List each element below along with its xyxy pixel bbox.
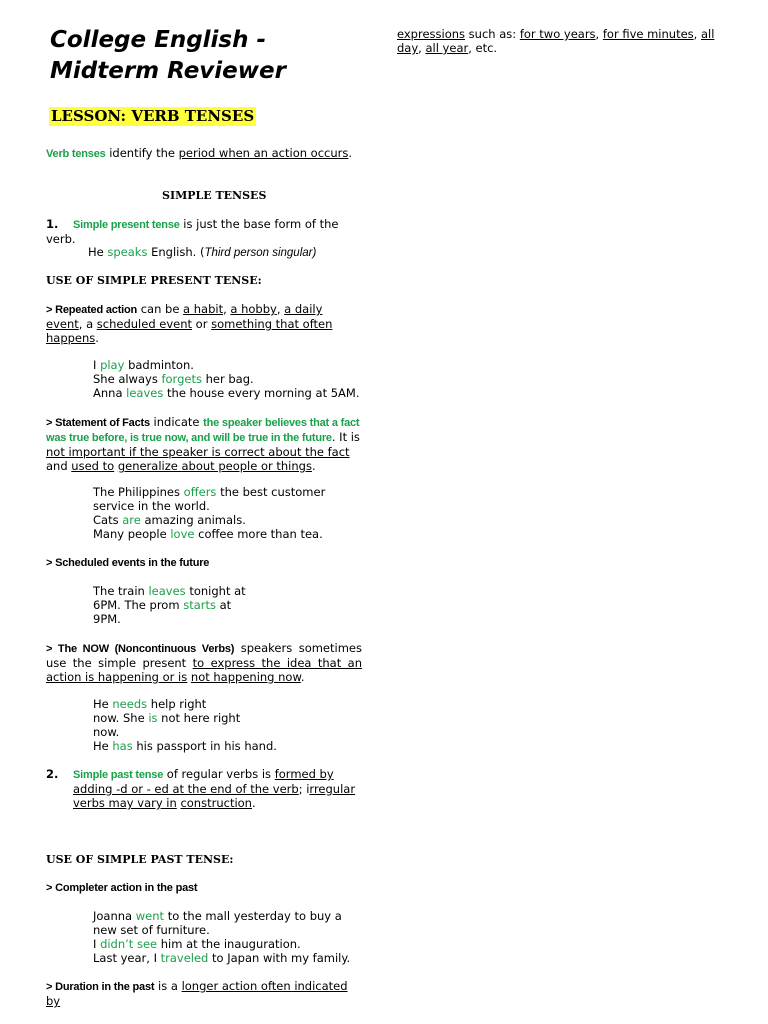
intro-text: identify the (105, 146, 179, 160)
ex-pre: 9PM. (93, 612, 121, 626)
list-item (93, 739, 363, 753)
duration-label: > Duration in the past (46, 981, 155, 993)
ex-pre: He (93, 697, 113, 711)
repeated-u3: a daily event (46, 302, 323, 331)
ex-post: to the mall yesterday to buy a new set of furniture. (93, 909, 342, 937)
item-1-number: 1. (46, 217, 59, 231)
ex-post: at (215, 598, 232, 612)
ex-verb: are (122, 513, 141, 527)
ex-post: to Japan with my family. (208, 951, 351, 965)
ex-post: not here right (157, 711, 241, 725)
list-item (93, 513, 363, 527)
ex-verb: leaves (148, 584, 186, 598)
right-c2: , (693, 27, 701, 41)
ex-verb: is (148, 711, 158, 725)
intro-paragraph (46, 146, 362, 161)
list-item (93, 725, 363, 739)
ex-verb: needs (112, 697, 148, 711)
intro-term: Verb tenses (46, 148, 106, 160)
item-2-t1: of regular verbs is (163, 767, 275, 781)
item-2-end: . (251, 796, 256, 810)
ex-pre: Many people (93, 527, 171, 541)
example-1-pre: He (88, 245, 108, 259)
ex-post: her bag. (201, 372, 254, 386)
ex-post: the house every morning at 5AM. (163, 386, 360, 400)
ex-verb: forgets (161, 372, 202, 386)
ex-pre: He (93, 739, 113, 753)
facts-paragraph (46, 415, 362, 473)
list-item (93, 386, 363, 400)
list-item (93, 372, 363, 386)
page-title (50, 25, 350, 87)
right-u5: all year (425, 41, 469, 55)
repeated-u5: something that often happens (46, 317, 333, 345)
example-1 (88, 245, 358, 260)
ex-post: amazing animals. (140, 513, 246, 527)
ex-post: the best customer service in the world. (93, 485, 326, 513)
ex-post: badminton. (124, 358, 194, 372)
ex-verb: went (135, 909, 165, 923)
right-c1: , (595, 27, 603, 41)
list-item (93, 527, 363, 541)
item-2-term: Simple past tense (73, 769, 164, 781)
item-1 (46, 217, 362, 246)
repeated-u1: a habit (183, 302, 224, 316)
intro-end: . (348, 146, 353, 160)
ex-post: his passport in his hand. (132, 739, 277, 753)
now-paragraph (46, 641, 362, 684)
ex-verb: play (100, 358, 125, 372)
ex-pre: Cats (93, 513, 123, 527)
list-item (93, 358, 363, 372)
list-item (93, 485, 363, 513)
completed-examples (93, 909, 363, 965)
example-1-post: English. ( (147, 245, 205, 259)
completed-label: > Completer action in the past (46, 882, 198, 894)
repeated-label: > Repeated action (46, 304, 138, 316)
now-u1: to express the idea that an action is happening or is (46, 656, 363, 684)
now-u2: not happening now (190, 670, 301, 684)
ex-pre: She always (93, 372, 162, 386)
right-c3: , (418, 41, 426, 55)
item-2-u2: rregular verbs may vary in (73, 782, 356, 810)
ex-verb: leaves (126, 386, 164, 400)
now-end: . (300, 670, 305, 684)
item-1-term: Simple present tense (73, 219, 180, 231)
ex-pre: The train (93, 584, 149, 598)
scheduled-examples (93, 584, 363, 626)
item-2-text (73, 767, 362, 810)
now-label: > The NOW (Noncontinuous Verbs) (46, 643, 235, 655)
now-examples (93, 697, 363, 753)
right-u1: expressions (397, 27, 466, 41)
scheduled-label: > Scheduled events in the future (46, 557, 210, 569)
ex-pre: now. (93, 725, 120, 739)
duration-paragraph (46, 979, 362, 1008)
ex-post: help right (147, 697, 207, 711)
item-2-number: 2. (46, 767, 59, 781)
intro-underline: period when an action occurs (178, 146, 349, 160)
repeated-c1: , (223, 302, 231, 316)
right-u4: all day (397, 27, 715, 55)
repeated-examples (93, 358, 363, 400)
use-present-heading: USE OF SIMPLE PRESENT TENSE: (46, 274, 262, 287)
repeated-c3: , a (78, 317, 97, 331)
ex-post: him at the inauguration. (157, 937, 301, 951)
list-item (93, 697, 363, 711)
repeated-end: . (95, 331, 99, 345)
simple-tenses-heading: SIMPLE TENSES (162, 189, 267, 202)
facts-dot: . (331, 430, 336, 444)
list-item (93, 937, 363, 951)
now-t1: speakers sometimes use the simple present (46, 641, 362, 670)
facts-end: . (311, 459, 316, 473)
ex-pre: Last year, I (93, 951, 161, 965)
right-u2: for two years (519, 27, 596, 41)
facts-t1: indicate (149, 415, 204, 429)
facts-label: > Statement of Facts (46, 417, 150, 429)
lesson-heading: LESSON: VERB TENSES (51, 107, 255, 125)
ex-verb: offers (183, 485, 217, 499)
right-t1: such as: (465, 27, 520, 41)
repeated-c2: , (276, 302, 285, 316)
item-2-t2: ; i (298, 782, 310, 796)
example-1-note: Third person singular) (204, 247, 317, 259)
repeated-u4: scheduled event (96, 317, 193, 331)
facts-u1: not important if the speaker is correct about the fact (46, 445, 350, 459)
list-item (93, 951, 363, 965)
item-2-u3: construction (180, 796, 252, 810)
ex-pre: Joanna (93, 909, 136, 923)
facts-t3: and (46, 459, 72, 473)
repeated-t1: can be (137, 302, 184, 316)
ex-verb: didn’t see (100, 937, 158, 951)
list-item (93, 612, 363, 626)
duration-t1: is a (154, 979, 182, 993)
item-2 (46, 767, 362, 810)
ex-pre: 6PM. The prom (93, 598, 184, 612)
ex-pre: I (93, 358, 101, 372)
repeated-action-paragraph (46, 302, 362, 345)
right-column-text (397, 27, 729, 55)
ex-post: coffee more than tea. (194, 527, 323, 541)
title-line-1: College English - (50, 27, 267, 53)
item-1-text: is just the base form of the verb. (46, 217, 339, 246)
ex-pre: The Philippines (93, 485, 184, 499)
facts-green: the speaker believes that a fact was true before, is true now, and will be true in the future (46, 417, 360, 444)
ex-verb: has (112, 739, 133, 753)
right-end: , etc. (468, 41, 498, 55)
duration-u1: longer action often indicated by (46, 979, 348, 1008)
facts-examples (93, 485, 363, 541)
list-item (93, 598, 363, 612)
repeated-u2: a hobby (230, 302, 277, 316)
use-past-heading: USE OF SIMPLE PAST TENSE: (46, 853, 234, 866)
list-item (93, 909, 363, 937)
list-item (93, 711, 363, 725)
list-item (93, 584, 363, 598)
title-line-2: Midterm Reviewer (50, 58, 286, 84)
example-1-verb: speaks (107, 245, 148, 259)
facts-u2: used to (71, 459, 115, 473)
item-2-u1: formed by adding -d or - ed at the end of the verb (73, 767, 334, 796)
ex-pre: I (93, 937, 101, 951)
ex-verb: love (170, 527, 195, 541)
ex-verb: starts (183, 598, 216, 612)
ex-post: tonight at (185, 584, 246, 598)
ex-verb: traveled (160, 951, 209, 965)
ex-pre: now. She (93, 711, 149, 725)
repeated-t2: or (192, 317, 212, 331)
ex-pre: Anna (93, 386, 127, 400)
facts-u3: generalize about people or things (117, 459, 312, 473)
right-u3: for five minutes (602, 27, 694, 41)
facts-t2: It is (335, 430, 360, 444)
